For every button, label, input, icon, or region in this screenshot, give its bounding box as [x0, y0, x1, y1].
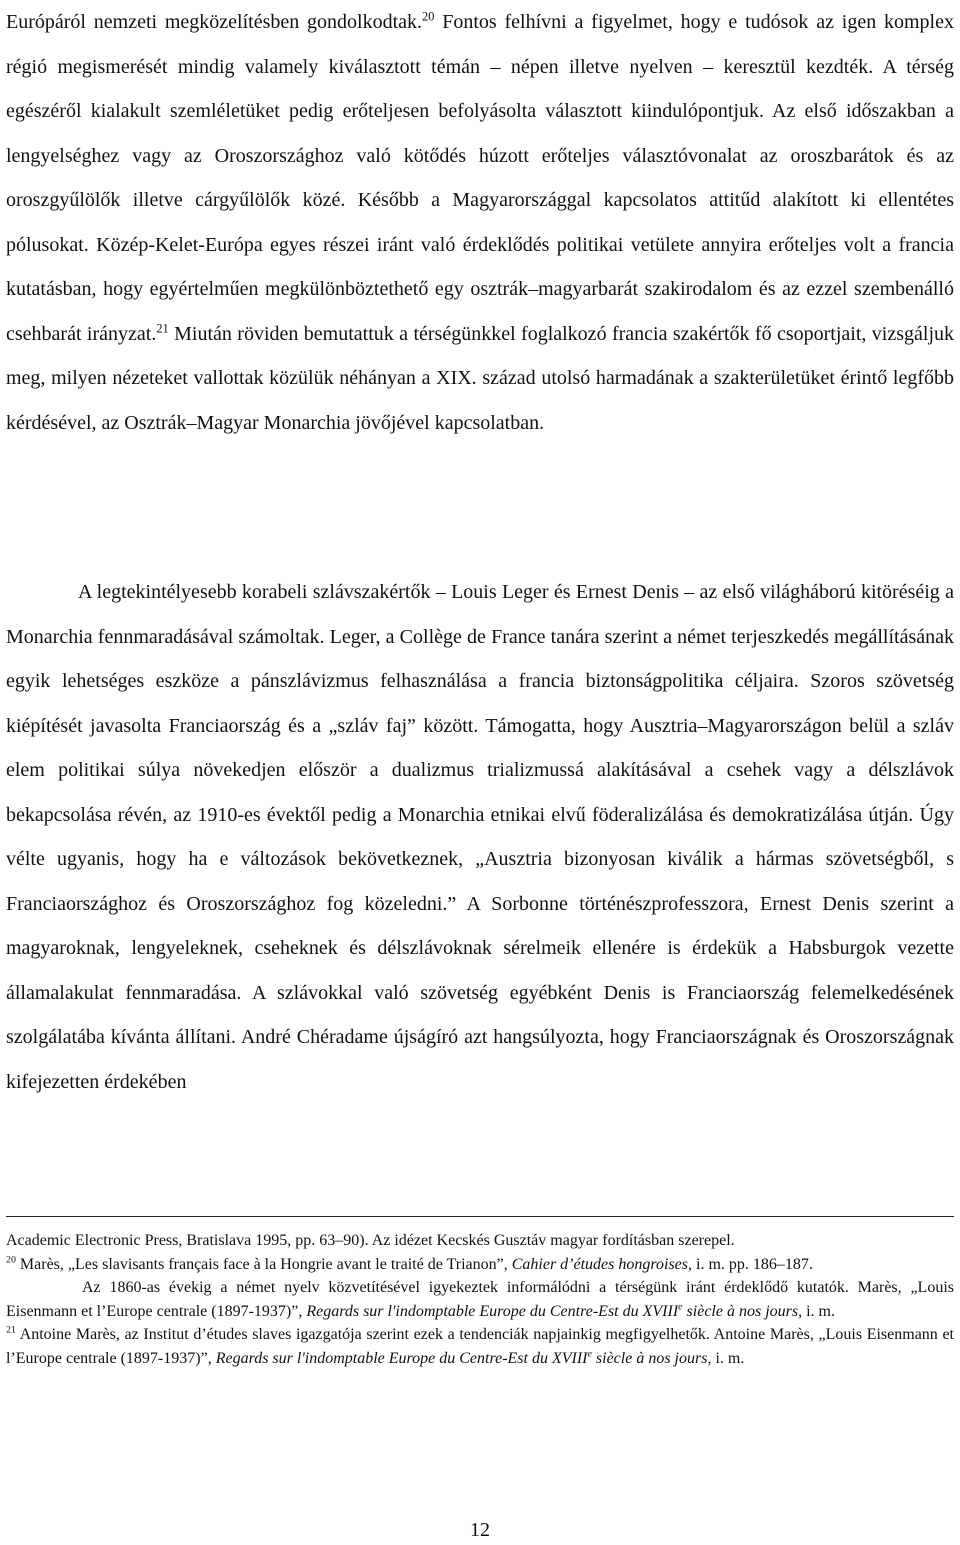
footnote-number: 20: [6, 1254, 16, 1266]
footnote-title-part: Regards sur l'indomptable Europe du Centre-Est du XVIII: [306, 1302, 679, 1320]
footnote-title-part: Regards sur l'indomptable Europe du Centre-Est du XVIII: [215, 1349, 588, 1367]
footnote-20-continued: [6, 1276, 954, 1323]
footnote-text: , i. m.: [798, 1302, 835, 1320]
footnote-text: , i. m. pp. 186–187.: [688, 1255, 813, 1273]
footnote-title: [306, 1303, 798, 1320]
footnote-ref-21[interactable]: 21: [156, 320, 169, 335]
paragraph-text: Európáról nemzeti megközelítésben gondolkodtak.: [6, 11, 423, 33]
footnotes: [6, 1229, 954, 1370]
footnote-text: Marès, „Les slavisants français face à la Hongrie avant le traité de Trianon”,: [15, 1255, 512, 1273]
footnote-title-part: siècle à nos jours: [591, 1349, 708, 1367]
footnote-ref-20[interactable]: 20: [422, 9, 435, 24]
paragraph-text: Fontos felhívni a figyelmet, hogy e tudósok az igen komplex régió megismerését mindig valamely kiválasztott témán – népen illetve nyelven – keresztül kezdték. A térség egészéről kialakult szemléletüket pedig erőteljesen befolyásolta választott kiindulópontjuk. Az első időszakban a lengyelséghez vagy az Oroszországhoz való kötődés húzott erőteljes választóvonalat az oroszbarátok és az oroszgyűlölők illetve cárgyűlölők közé. Később a Magyarországgal kapcsolatos attitűd alakított ki ellentétes pólusokat. Közép-Kelet-Európa egyes részei iránt való érdeklődés politikai vetülete annyira erőteljes volt a francia kutatásban, hogy egyértelműen megkülönböztethető egy osztrák–magyarbarát szakirodalom és az ezzel szembenálló csehbarát irányzat.: [6, 11, 954, 345]
superscript: e: [678, 1301, 683, 1313]
footnote-21: [6, 1323, 954, 1370]
footnote-title: [216, 1350, 708, 1367]
footnote-text: , i. m.: [707, 1349, 745, 1367]
superscript: e: [587, 1348, 592, 1360]
page-number: 12: [470, 1519, 490, 1541]
footnote-title-part: siècle à nos jours: [682, 1302, 799, 1320]
footnote-separator: [6, 1216, 954, 1217]
footnote-text: Antoine Marès, az Institut d’études slaves igazgatója szerint ezek a tendenciák napjainkig megfigyelhetők. Antoine Marès, „Louis Eisenmann et l’Europe centrale (1897-1937)”,: [6, 1326, 954, 1367]
body-paragraph-1: [6, 0, 954, 445]
footnote-number: 21: [6, 1324, 16, 1336]
footnote-20: [6, 1253, 954, 1277]
footnote-text: Az 1860-as évekig a német nyelv közvetítésével igyekeztek informálódni a térségünk iránt érdeklődő kutatók. Marès, „Louis Eisenmann et l’Europe centrale (1897-1937)”,: [6, 1279, 954, 1320]
footnote-title: Cahier d’études hongroises: [511, 1255, 688, 1273]
body-paragraph-2: A legtekintélyesebb korabeli szlávszakértők – Louis Leger és Ernest Denis – az első világháború kitöréséig a Monarchia fennmaradásával számoltak. Leger, a Collège de France tanára szerint a német terjeszkedés megállításának egyik lehetséges eszköze a pánszlávizmus felhasználása a francia biztonságpolitika céljaira. Szoros szövetség kiépítését javasolta Franciaország és a „szláv faj” között. Támogatta, hogy Ausztria–Magyarországon belül a szláv elem politikai súlya növekedjen először a dualizmus trializmussá alakításával a csehek vagy a délszlávok bekapcsolása révén, az 1910-es évektől pedig a Monarchia etnikai elvű föderalizálása és demokratizálása útján. Úgy vélte ugyanis, hogy ha e változások bekövetkeznek, „Ausztria bizonyosan kiválik a hármas szövetségből, s Franciaországhoz és Oroszországhoz fog közeledni.” A Sorbonne történészprofesszora, Ernest Denis szerint a magyaroknak, lengyeleknek, cseheknek és délszlávoknak sérelmeik ellenére is érdekük a Habsburgok vezette államalakulat fennmaradása. A szlávokkal való szövetség egyébként Denis is Franciaország felemelkedésének szolgálatába kívánta állítani. André Chéradame újságíró azt hangsúlyozta, hogy Franciaországnak és Oroszországnak kifejezetten érdekében: [6, 581, 954, 1093]
footnote-carryover: Academic Electronic Press, Bratislava 1995, pp. 63–90). Az idézet Kecskés Gusztáv magyar fordításban szerepel.: [6, 1232, 735, 1249]
paragraph-text: Miután röviden bemutattuk a térségünkkel foglalkozó francia szakértők fő csoportjait, vizsgáljuk meg, milyen nézeteket vallottak közülük néhányan a XIX. század utolsó harmadának a szakterületüket érintő legfőbb kérdésével, az Osztrák–Magyar Monarchia jövőjével kapcsolatban.: [6, 322, 954, 434]
